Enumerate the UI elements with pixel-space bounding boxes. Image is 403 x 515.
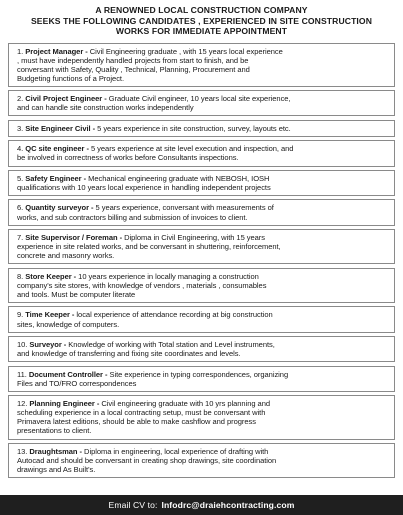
position-number: 7. xyxy=(17,233,24,243)
position-line xyxy=(17,340,388,349)
position-title: Site Supervisor / Foreman - xyxy=(25,233,123,243)
position-line: Files and TO/FRO correspondences xyxy=(17,378,137,388)
position-item xyxy=(8,306,395,332)
header-line: A RENOWNED LOCAL CONSTRUCTION COMPANY xyxy=(95,5,308,15)
position-line xyxy=(17,447,388,456)
position-item xyxy=(8,229,395,264)
position-description: 10 years experience in locally managing a construction xyxy=(76,271,259,281)
position-line: company's site stores, with knowledge of vendors , materials , consumables xyxy=(17,280,267,290)
position-description: local experience of attendance recording at big construction xyxy=(74,310,273,320)
position-number: 11. xyxy=(17,369,27,379)
position-line xyxy=(17,310,388,319)
position-description: Diploma in engineering, local experience of drafting with xyxy=(82,446,269,456)
position-item xyxy=(8,170,395,196)
positions-list xyxy=(8,43,395,479)
position-number: 3. xyxy=(17,123,24,133)
position-line: and knowledge of transferring and fixing site coordinates and levels. xyxy=(17,349,241,359)
position-line xyxy=(17,370,388,379)
position-line: scheduling experience in a local contracting setup, must be conversant with xyxy=(17,408,266,418)
position-line: drawings and As Built's. xyxy=(17,465,96,475)
position-number: 13. xyxy=(17,446,28,456)
position-line: concrete and masonry works. xyxy=(17,251,115,261)
position-line: and can handle site construction works independently xyxy=(17,103,194,113)
position-title: Civil Project Engineer - xyxy=(25,94,107,104)
position-title: Project Manager - xyxy=(25,46,88,56)
position-description: Diploma in Civil Engineering, with 15 years xyxy=(122,233,265,243)
position-item xyxy=(8,443,395,478)
ad-header xyxy=(8,5,395,37)
position-line xyxy=(17,124,388,133)
email-footer xyxy=(0,495,403,515)
position-line xyxy=(17,272,388,281)
position-item xyxy=(8,120,395,137)
position-description: Graduate Civil engineer, 10 years local site experience, xyxy=(106,94,291,104)
position-line xyxy=(17,47,388,56)
position-line: and tools. Must be computer literate xyxy=(17,289,136,299)
email-address[interactable]: Infodrc@draiehcontracting.com xyxy=(161,500,295,510)
position-line xyxy=(17,94,388,103)
position-line: Primavera latest editions, should be able to make cashflow and progress xyxy=(17,417,256,427)
position-item xyxy=(8,199,395,225)
position-line: works, and sub contractors billing and submission of invoices to client. xyxy=(17,212,248,222)
position-item xyxy=(8,268,395,303)
position-line: experience in site related works, and be conversant in shuttering, reinforcement, xyxy=(17,242,281,252)
position-line: sites, knowledge of computers. xyxy=(17,319,120,329)
position-description: Civil Engineering graduate , with 15 years local experience xyxy=(87,46,283,56)
position-line: be involved in correctness of works before Consultants inspections. xyxy=(17,153,239,163)
header-line: SEEKS THE FOLLOWING CANDIDATES , EXPERIENCED IN SITE CONSTRUCTION xyxy=(30,15,373,26)
position-number: 6. xyxy=(17,203,24,213)
position-number: 10. xyxy=(17,339,28,349)
position-title: Document Controller - xyxy=(28,369,108,379)
position-line: conversant with Safety, Quality , Technical, Planning, Procurement and xyxy=(17,64,250,74)
position-number: 8. xyxy=(17,271,24,281)
position-line: Autocad and should be conversant in creating shop drawings, site coordination xyxy=(17,456,277,465)
position-description: Knowledge of working with Total station and Level instruments, xyxy=(66,339,275,349)
position-line: presentations to client. xyxy=(17,426,92,436)
position-line xyxy=(17,399,388,408)
position-line xyxy=(17,174,388,183)
position-item xyxy=(8,366,395,392)
position-title: Store Keeper - xyxy=(25,271,77,281)
position-description: 5 years experience in site construction, survey, layouts etc. xyxy=(95,123,291,133)
position-description: 5 years experience at site level execution and inspection, and xyxy=(88,144,294,154)
position-item xyxy=(8,43,395,87)
position-item xyxy=(8,336,395,362)
position-line xyxy=(17,203,388,212)
position-description: Mechanical engineering graduate with NEBOSH, IOSH xyxy=(86,173,270,183)
position-line: , must have independently handled projects from start to finish, and be xyxy=(17,55,249,65)
position-item xyxy=(8,140,395,166)
position-number: 9. xyxy=(17,310,24,320)
position-title: Quantity surveyor - xyxy=(25,203,94,213)
position-title: Safety Engineer - xyxy=(25,173,87,183)
position-title: Site Engineer Civil - xyxy=(25,123,96,133)
position-number: 4. xyxy=(17,144,24,154)
position-description: Civil engineering graduate with 10 yrs planning and xyxy=(99,399,270,409)
position-number: 5. xyxy=(17,173,24,183)
position-number: 2. xyxy=(17,94,24,104)
position-title: Surveyor - xyxy=(29,339,67,349)
position-line: Budgeting functions of a Project. xyxy=(17,73,125,83)
header-line: WORKS FOR IMMEDIATE APPOINTMENT xyxy=(115,26,288,36)
position-line xyxy=(17,233,388,242)
position-item xyxy=(8,395,395,439)
position-number: 12. xyxy=(17,399,28,409)
email-label: Email CV to: xyxy=(108,500,158,510)
position-description: 5 years experience, conversant with measurements of xyxy=(93,203,274,213)
position-line xyxy=(17,144,388,153)
position-number: 1. xyxy=(17,46,24,56)
position-title: QC site engineer - xyxy=(25,144,89,154)
position-title: Draughtsman - xyxy=(29,446,82,456)
position-title: Time Keeper - xyxy=(25,310,75,320)
position-item xyxy=(8,90,395,116)
position-title: Planning Engineer - xyxy=(29,399,100,409)
position-description: Site experience in typing correspondences, organizing xyxy=(107,369,289,379)
position-line: qualifications with 10 years local experience in handling independent projects xyxy=(17,183,271,192)
